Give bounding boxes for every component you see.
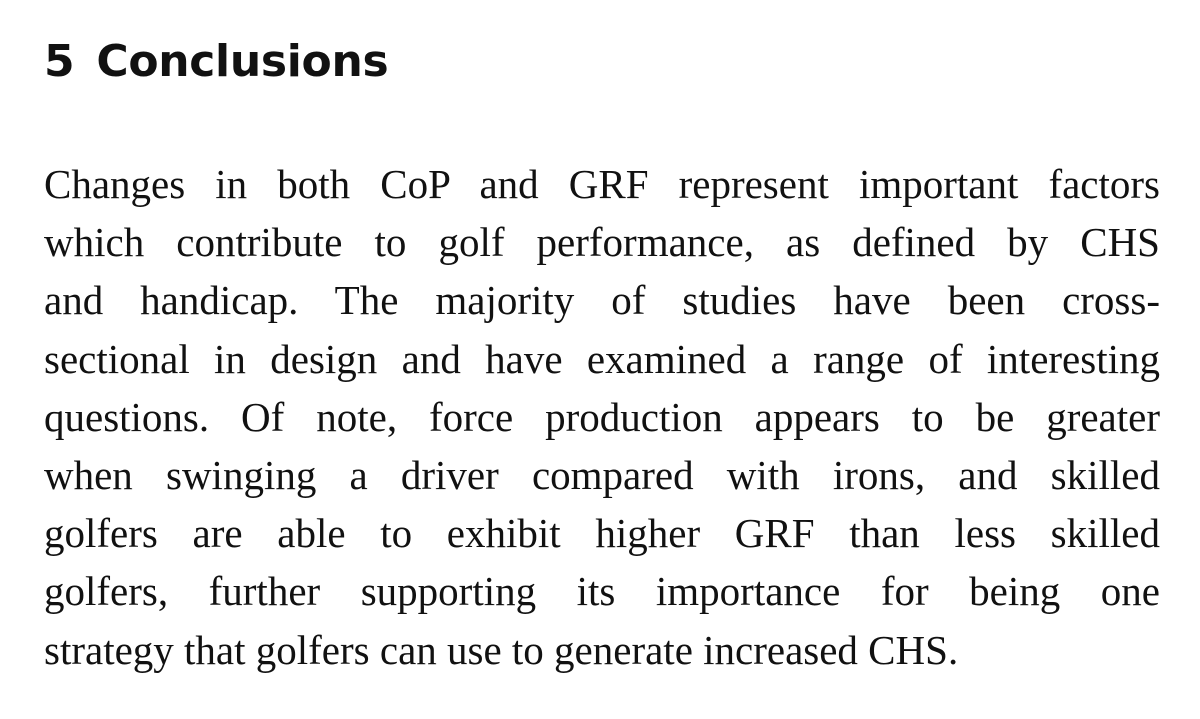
paragraph-line: which contribute to golf performance, as defined by CHS — [44, 219, 1160, 266]
paragraph-line: strategy that golfers can use to generate increased CHS. — [44, 626, 959, 673]
paragraph-line: Changes in both CoP and GRF represent important factors — [44, 161, 1160, 207]
conclusion-paragraph — [44, 155, 1160, 679]
paragraph-line: and handicap. The majority of studies have been cross- — [44, 277, 1160, 324]
paragraph-line: golfers are able to exhibit higher GRF than less skilled — [44, 510, 1160, 557]
section-number: 5 — [44, 36, 75, 87]
section-heading — [44, 30, 1160, 94]
paragraph-line: when swinging a driver compared with irons, and skilled — [44, 451, 1160, 498]
paragraph-line: questions. Of note, force production appears to be greater — [44, 393, 1160, 440]
document-page — [44, 30, 1160, 673]
paragraph-line: golfers, further supporting its importance for being one — [44, 568, 1160, 615]
section-title: Conclusions — [96, 36, 389, 87]
paragraph-line: sectional in design and have examined a range of interesting — [44, 335, 1160, 382]
